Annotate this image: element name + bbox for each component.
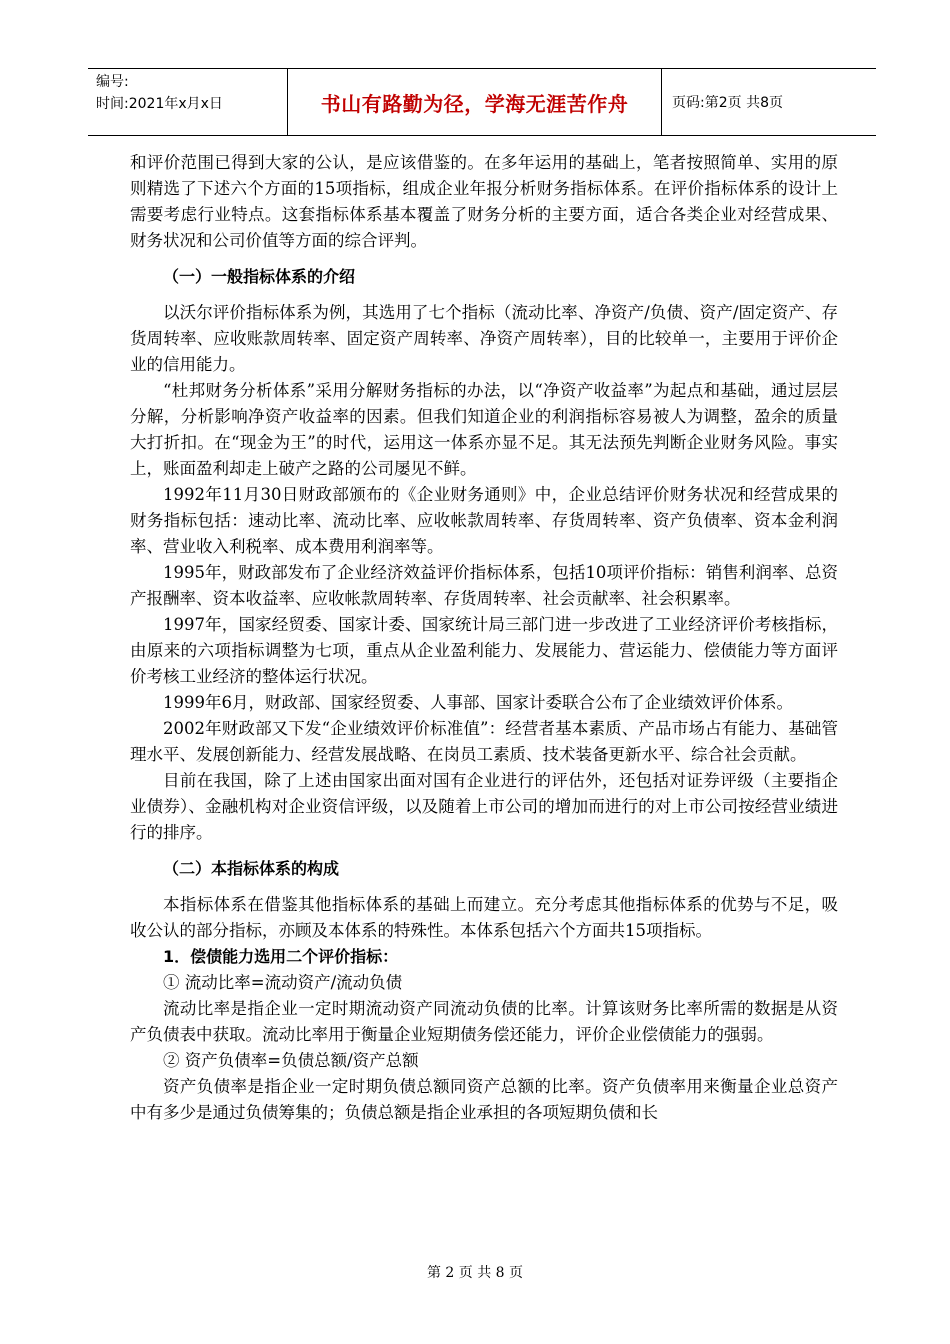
- paragraph: “杜邦财务分析体系”采用分解财务指标的办法，以“净资产收益率”为起点和基础，通过层层分解，分析影响净资产收益率的因素。但我们知道企业的利润指标容易被人为调整，盈余的质量大打折扣。在“现金为王”的时代，运用这一体系亦显不足。其无法预先判断企业财务风险。事实上，账面盈利却走上破产之路的公司屡见不鲜。: [130, 381, 838, 478]
- header-page-label: 页码:第2页 共8页: [672, 95, 783, 111]
- page-footer: 第 2 页 共 8 页: [426, 1265, 524, 1281]
- paragraph: 2002年财政部又下发“企业绩效评价标准值”：经营者基本素质、产品市场占有能力、基础管理水平、发展创新能力、经营发展战略、在岗员工素质、技术装备更新水平、综合社会贡献。: [130, 719, 838, 764]
- paragraph: 本指标体系在借鉴其他指标体系的基础上而建立。充分考虑其他指标体系的优势与不足，吸收公认的部分指标，亦顾及本体系的特殊性。本体系包括六个方面共15项指标。: [130, 895, 838, 940]
- document-body: [130, 150, 838, 1126]
- paragraph: 以沃尔评价指标体系为例，其选用了七个指标（流动比率、净资产/负债、资产/固定资产、存货周转率、应收账款周转率、固定资产周转率、净资产周转率），目的比较单一，主要用于评价企业的信用能力。: [130, 303, 838, 374]
- paragraph: 目前在我国，除了上述由国家出面对国有企业进行的评估外，还包括对证券评级（主要指企业债券）、金融机构对企业资信评级，以及随着上市公司的增加而进行的对上市公司按经营业绩进行的排序。: [130, 771, 838, 842]
- header-left: [88, 69, 287, 135]
- page-header: [88, 68, 876, 136]
- paragraph: 流动比率是指企业一定时期流动资产同流动负债的比率。计算该财务比率所需的数据是从资产负债表中获取。流动比率用于衡量企业短期债务偿还能力，评价企业偿债能力的强弱。: [130, 999, 838, 1044]
- subsection-heading: 1．偿债能力选用二个评价指标：: [163, 947, 399, 966]
- paragraph: 1999年6月，财政部、国家经贸委、人事部、国家计委联合公布了企业绩效评价体系。: [163, 693, 793, 712]
- paragraph: 1995年，财政部发布了企业经济效益评价指标体系，包括10项评价指标：销售利润率、总资产报酬率、资本收益率、应收帐款周转率、存货周转率、社会贡献率、社会积累率。: [130, 563, 838, 608]
- paragraph: 和评价范围已得到大家的公认，是应该借鉴的。在多年运用的基础上，笔者按照简单、实用的原则精选了下述六个方面的15项指标，组成企业年报分析财务指标体系。在评价指标体系的设计上需要考虑行业特点。这套指标体系基本覆盖了财务分析的主要方面，适合各类企业对经营成果、财务状况和公司价值等方面的综合评判。: [130, 153, 838, 250]
- paragraph: 1992年11月30日财政部颁布的《企业财务通则》中，企业总结评价财务状况和经营成果的财务指标包括：速动比率、流动比率、应收帐款周转率、存货周转率、资产负债率、资本金利润率、营业收入利税率、成本费用利润率等。: [130, 485, 838, 556]
- paragraph: 资产负债率是指企业一定时期负债总额同资产总额的比率。资产负债率用来衡量企业总资产中有多少是通过负债筹集的；负债总额是指企业承担的各项短期负债和长: [130, 1077, 838, 1122]
- formula: ② 资产负债率=负债总额/资产总额: [163, 1051, 419, 1070]
- formula: ① 流动比率=流动资产/流动负债: [163, 973, 403, 992]
- section-heading: （一）一般指标体系的介绍: [163, 267, 356, 286]
- header-motto: 书山有路勤为径，学海无涯苦作舟: [287, 69, 662, 135]
- document-number-label: 编号:: [96, 74, 129, 90]
- document-time-label: 时间:2021年x月x日: [96, 96, 223, 112]
- section-heading: （二）本指标体系的构成: [163, 859, 340, 878]
- paragraph: 1997年，国家经贸委、国家计委、国家统计局三部门进一步改进了工业经济评价考核指标，由原来的六项指标调整为七项，重点从企业盈利能力、发展能力、营运能力、偿债能力等方面评价考核工业经济的整体运行状况。: [130, 615, 838, 686]
